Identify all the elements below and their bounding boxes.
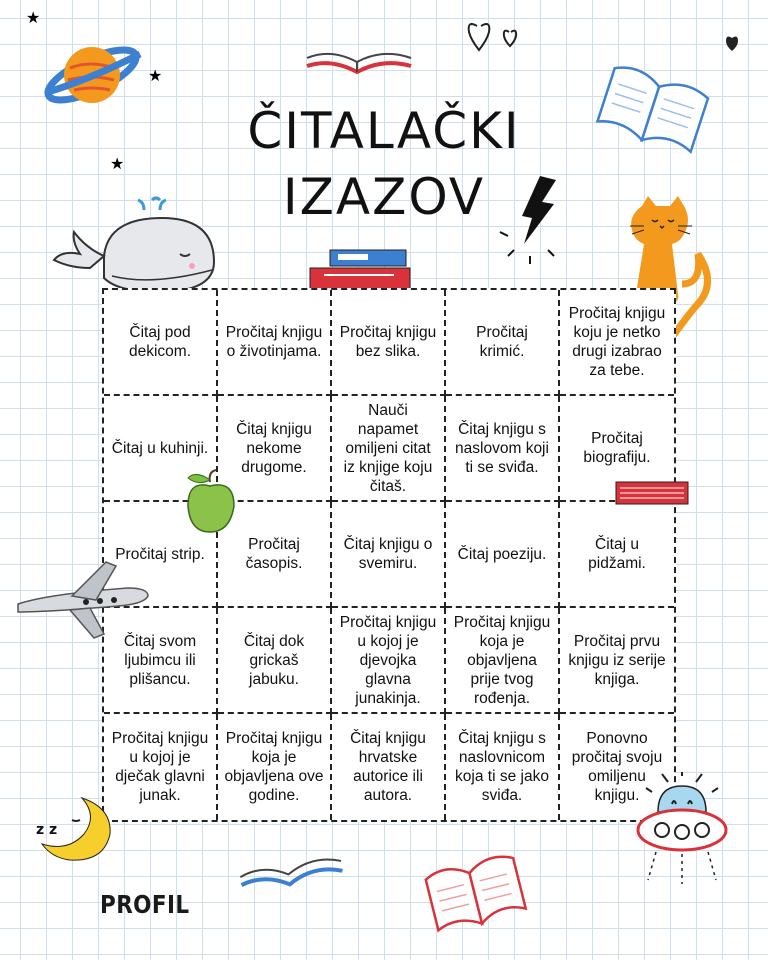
challenge-cell: Čitaj pod dekicom. — [104, 290, 218, 396]
heart-icon — [465, 18, 525, 58]
challenge-cell: Čitaj poeziju. — [446, 502, 560, 608]
apple-icon — [188, 468, 238, 534]
challenge-cell: Pročitaj knjigu u kojoj je djevojka glavna junakinja. — [332, 608, 446, 714]
open-book-icon — [598, 62, 708, 157]
closed-book-icon — [614, 480, 690, 506]
challenge-cell: Čitaj knjigu s naslovnicom koja ti se jako sviđa. — [446, 714, 560, 820]
open-book-icon — [305, 38, 415, 78]
open-book-icon — [236, 846, 346, 896]
challenge-cell: Pročitaj časopis. — [218, 502, 332, 608]
planet-icon — [40, 30, 140, 120]
challenge-cell: Čitaj u kuhinji. — [104, 396, 218, 502]
ufo-icon — [632, 772, 732, 912]
challenge-cell: Pročitaj biografiju. — [560, 396, 674, 502]
challenge-cell: Nauči napamet omiljeni citat iz knjige koju čitaš. — [332, 396, 446, 502]
svg-text:z z: z z — [36, 822, 58, 838]
challenge-cell: Čitaj knjigu hrvatske autorice ili autora. — [332, 714, 446, 820]
challenge-cell: Pročitaj knjigu koja je objavljena ove godine. — [218, 714, 332, 820]
challenge-cell: Čitaj knjigu o svemiru. — [332, 502, 446, 608]
book-stack-icon — [308, 248, 412, 292]
challenge-cell: Čitaj svom ljubimcu ili plišancu. — [104, 608, 218, 714]
brand-logo: PROFIL — [100, 890, 190, 919]
challenge-cell: Čitaj knjigu s naslovom koji ti se sviđa. — [446, 396, 560, 502]
challenge-cell: Pročitaj prvu knjigu iz serije knjiga. — [560, 608, 674, 714]
challenge-cell: Pročitaj knjigu koja je objavljena prije tvog rođenja. — [446, 608, 560, 714]
page-title-line1: ČITALAČKI — [247, 102, 521, 160]
challenge-cell: Pročitaj knjigu u kojoj je dječak glavni junak. — [104, 714, 218, 820]
challenge-cell: Ponovno pročitaj svoju omiljenu knjigu. — [571, 730, 663, 804]
challenge-cell: Čitaj u pidžami. — [560, 502, 674, 608]
star-icon: ★ — [110, 156, 125, 173]
challenge-cell: Čitaj dok grickaš jabuku. — [218, 608, 332, 714]
heart-icon — [722, 34, 742, 54]
moon-icon — [36, 794, 116, 864]
challenge-cell: Pročitaj knjigu o životinjama. — [218, 290, 332, 396]
challenge-cell: Pročitaj krimić. — [446, 290, 560, 396]
star-icon: ★ — [26, 10, 41, 27]
challenge-cell: Pročitaj strip. — [104, 502, 218, 608]
challenge-grid — [102, 288, 676, 822]
star-icon: ★ — [148, 68, 163, 85]
page-title-line2: IZAZOV — [282, 168, 486, 226]
challenge-cell: Pročitaj knjigu bez slika. — [332, 290, 446, 396]
airplane-icon — [14, 560, 154, 640]
challenge-cell: Čitaj knjigu nekome drugome. — [218, 396, 332, 502]
lightning-icon — [500, 176, 570, 266]
challenge-cell: Pročitaj knjigu koju je netko drugi izabrao za tebe. — [560, 290, 674, 396]
open-book-icon — [426, 846, 526, 936]
